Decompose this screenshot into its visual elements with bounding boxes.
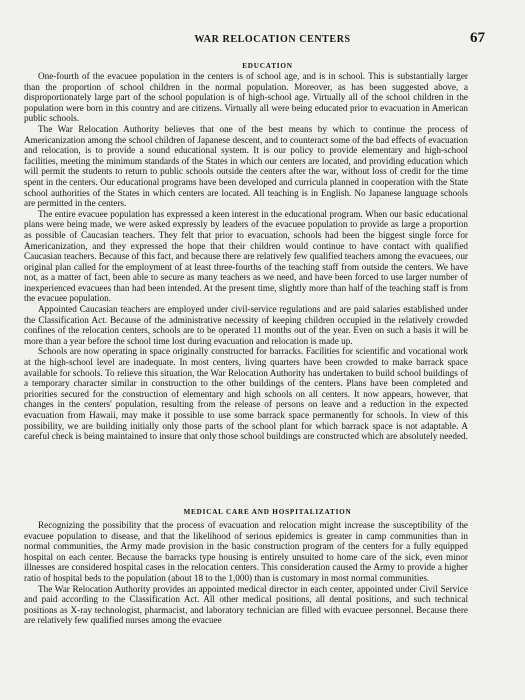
paragraph: Appointed Caucasian teachers are employed under civil-service regulations and are paid salaries established under the Classification Act. Because of the administrative necessity of keeping children occupied in the relatively crowded confines of the relocation centers, schools are to be operated 11 months out of the year. Even on such a basis it will be more than a year before the school time lost during evacuation and relocation is made up. bbox=[24, 304, 468, 346]
education-section-body bbox=[24, 71, 468, 442]
paragraph: The War Relocation Authority believes that one of the best means by which to continue the process of Americanization among the school children of Japanese descent, and to counteract some of the bad effects of evacuation and relocation, is to provide a sound educational system. It is our policy to provide elementary and high-school facilities, meeting the minimum standards of the States in which our centers are located, and providing education which will permit the students to return to public schools outside the centers after the war, without loss of credit for the time spent in the centers. Our educational programs have been developed and curricula planned in cooperation with the State school authorities of the States in which centers are located. All teaching is in English. No Japanese language schools are permitted in the centers. bbox=[24, 123, 468, 209]
page-number: 67 bbox=[470, 30, 485, 46]
paragraph: The entire evacuee population has expressed a keen interest in the educational program. When our basic educational plans were being made, we were asked expressly by leaders of the evacuee population to provide as large a proportion as possible of Caucasian teachers. They felt that prior to evacuation, schools had been the biggest single force for Americanization, and they expressed the hope that their children would continue to have contact with qualified Caucasian teachers. Because of this fact, and because there are relatively few qualified teachers among the evacuees, our original plan called for the employment of at least three-fourths of the teaching staff from outside the centers. We have not, as a matter of fact, been able to secure as many teachers as we need, and have been forced to use larger number of inexperienced evacuees than had been intended. At the present time, slightly more than half of the teaching staff is from the evacuee population. bbox=[24, 208, 468, 304]
paragraph: Schools are now operating in space originally constructed for barracks. Facilities for scientific and vocational work at the high-school level are inadequate. In most centers, living quarters have been crowded to make barrack space available for schools. To relieve this situation, the War Relocation Authority has undertaken to build school buildings of a temporary character similar in construction to the other buildings of the centers. Plans have been completed and priorities secured for the construction of elementary and high schools on all centers. It now appears, however, that changes in the centers' population, resulting from the release of persons on leave and a reduction in the expected evacuation from Hawaii, may make it possible to use some barrack space permanently for schools. In view of this possibility, we are building initially only those parts of the school plant for which barrack space is not adaptable. A careful check is being maintained to insure that only those school buildings are constructed which are absolutely needed. bbox=[24, 346, 468, 442]
section-heading-medical-care: MEDICAL CARE AND HOSPITALIZATION bbox=[183, 508, 352, 516]
running-title: WAR RELOCATION CENTERS bbox=[194, 34, 351, 45]
running-header bbox=[60, 30, 485, 52]
paragraph: The War Relocation Authority provides an appointed medical director in each center, appointed under Civil Service and paid according to the Classification Act. All other medical positions, all dental positions, and such technical positions as X-ray technologist, pharmacist, and laboratory technician are filled with evacuee personnel. Because there are relatively few qualified nurses among the evacuee bbox=[24, 583, 468, 626]
paragraph: Recognizing the possibility that the process of evacuation and relocation might increase the susceptibility of the evacuee population to disease, and that the likelihood of serious epidemics is greater in camp communities than in normal communities, the Army made provision in the basic construction program of the centers for a fully equipped hospital on each center. Because the barracks type housing is entirely unsuited to home care of the sick, even minor illnesses are considered hospital cases in the relocation centers. This consideration caused the Army to provide a higher ratio of hospital beds to the population (about 18 to the 1,000) than is customary in most normal communities. bbox=[24, 520, 468, 583]
paragraph: One-fourth of the evacuee population in the centers is of school age, and is in school. This is substantially larger than the proportion of school children in the normal population. Moreover, as has been suggested above, a disproportionately large part of the school population is of high-school age. Virtually all of the school children in the population were born in this country and are citizens. Virtually all were being educated prior to evacuation in American public schools. bbox=[24, 71, 468, 124]
section-heading-education: EDUCATION bbox=[242, 62, 293, 70]
medical-section-body bbox=[24, 520, 468, 626]
